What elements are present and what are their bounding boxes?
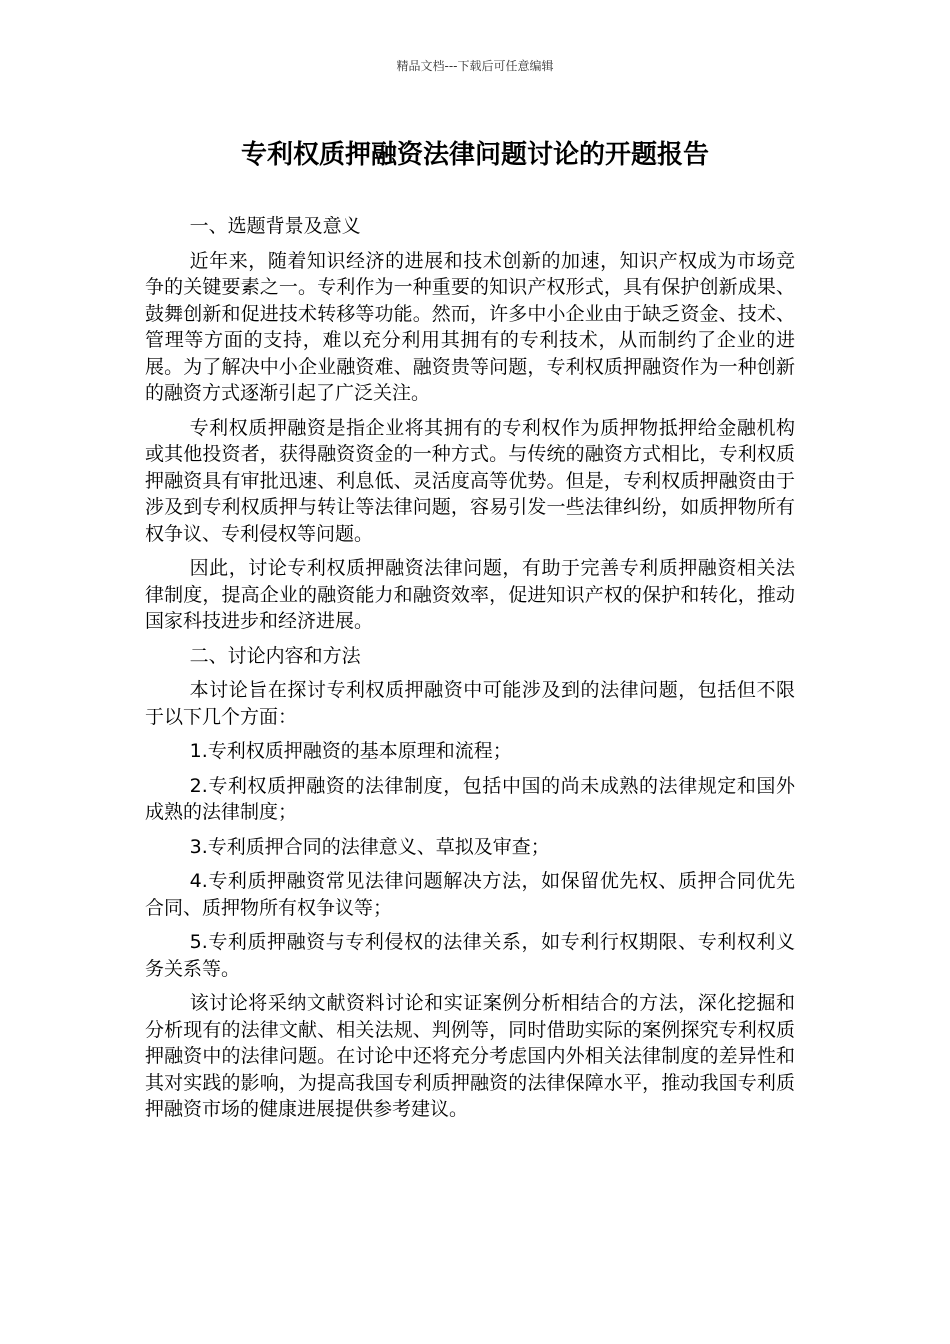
list-item-5: 5.专利质押融资与专利侵权的法律关系，如专利行权期限、专利权利义务关系等。: [145, 931, 795, 980]
paragraph-background-1: 近年来，随着知识经济的进展和技术创新的加速，知识产权成为市场竞争的关键要素之一。专利作为一种重要的知识产权形式，具有保护创新成果、鼓舞创新和促进技术转移等功能。然而，许多中小企业由于缺乏资金、技术、管理等方面的支持，难以充分利用其拥有的专利技术，从而制约了企业的进展。为了解决中小企业融资难、融资贵等问题，专利权质押融资作为一种创新的融资方式逐渐引起了广泛关注。: [145, 249, 795, 404]
document-title: 专利权质押融资法律问题讨论的开题报告: [240, 140, 709, 170]
section-heading-background: 一、选题背景及意义: [189, 215, 361, 237]
paragraph-background-2: 专利权质押融资是指企业将其拥有的专利权作为质押物抵押给金融机构或其他投资者，获得融资资金的一种方式。与传统的融资方式相比，专利权质押融资具有审批迅速、利息低、灵活度高等优势。但是，专利权质押融资由于涉及到专利权质押与转让等法律问题，容易引发一些法律纠纷，如质押物所有权争议、专利侵权等问题。: [145, 416, 795, 545]
paragraph-background-3: 因此，讨论专利权质押融资法律问题，有助于完善专利质押融资相关法律制度，提高企业的融资能力和融资效率，促进知识产权的保护和转化，推动国家科技进步和经济进展。: [145, 557, 795, 632]
paragraph-method: 该讨论将采纳文献资料讨论和实证案例分析相结合的方法，深化挖掘和分析现有的法律文献、相关法规、判例等，同时借助实际的案例探究专利权质押融资中的法律问题。在讨论中还将充分考虑国内外相关法律制度的差异性和其对实践的影响，为提高我国专利质押融资的法律保障水平，推动我国专利质押融资市场的健康进展提供参考建议。: [145, 992, 795, 1120]
header-note: 精品文档---下载后可任意编辑: [396, 59, 554, 73]
list-item-3: 3.专利质押合同的法律意义、草拟及审查；: [189, 835, 550, 858]
list-item-4: 4.专利质押融资常见法律问题解决方法，如保留优先权、质押合同优先合同、质押物所有权争议等；: [145, 870, 795, 919]
document-body: [145, 213, 795, 1131]
section-heading-content-method: 二、讨论内容和方法: [189, 644, 361, 667]
list-item-1: 1.专利权质押融资的基本原理和流程；: [189, 740, 512, 762]
list-item-2: 2.专利权质押融资的法律制度，包括中国的尚未成熟的法律规定和国外成熟的法律制度；: [145, 774, 795, 823]
paragraph-content-intro: 本讨论旨在探讨专利权质押融资中可能涉及到的法律问题，包括但不限于以下几个方面：: [145, 679, 795, 728]
